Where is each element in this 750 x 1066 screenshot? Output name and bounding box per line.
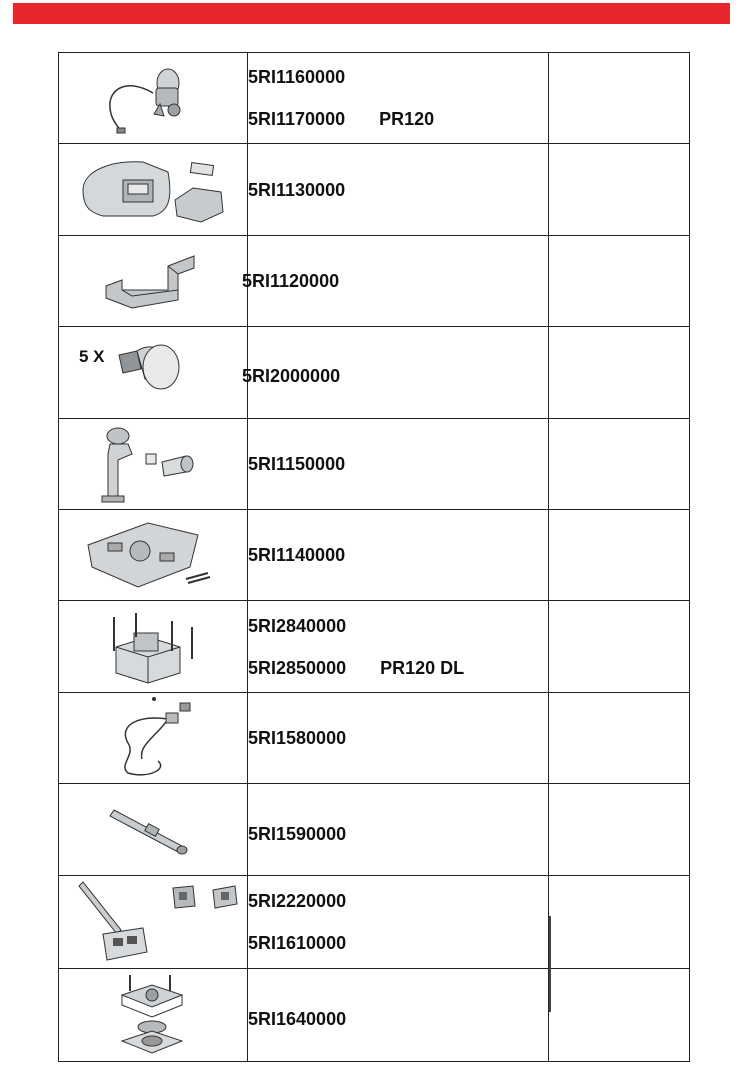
- blank-cell: [549, 510, 690, 601]
- model-label: PR120 DL: [380, 657, 465, 678]
- table-row: [59, 510, 690, 601]
- base-plate-icon: [78, 515, 228, 595]
- power-cable-icon: [98, 695, 208, 781]
- part-code-cell: [248, 693, 549, 784]
- quantity-label: 5 X: [79, 347, 105, 366]
- table-row: [59, 236, 690, 327]
- blank-cell: [549, 144, 690, 236]
- release-lever-icon: [63, 878, 243, 966]
- blank-cell: [549, 969, 690, 1062]
- model-label: PR120: [379, 109, 435, 129]
- table-row: [59, 876, 690, 969]
- bulb-lamp-icon: [109, 333, 219, 413]
- part-code-cell: [248, 876, 549, 969]
- blank-cell: [549, 236, 690, 327]
- part-code: 5RI1590000: [248, 823, 347, 844]
- parts-table: [58, 52, 690, 1062]
- part-image-cell: [59, 969, 248, 1062]
- part-code: 5RI1170000: [248, 109, 346, 129]
- part-code: 5RI2220000: [248, 891, 347, 911]
- blank-cell: [549, 419, 690, 510]
- part-image-cell: [59, 693, 248, 784]
- part-code: 5RI2000000: [242, 365, 341, 386]
- table-row: [59, 144, 690, 236]
- lamp-holder-bracket-icon: [88, 424, 218, 504]
- part-image-cell: [59, 53, 248, 144]
- blank-cell: [549, 784, 690, 876]
- part-image-cell: [59, 876, 248, 969]
- part-code: 5RI1610000: [248, 933, 347, 953]
- part-code: 5RI2850000: [248, 657, 347, 678]
- part-code: 5RI1140000: [248, 545, 346, 565]
- part-code: 5RI1580000: [248, 728, 347, 748]
- header-bar: [13, 3, 730, 24]
- gear-assembly-icon: [108, 971, 198, 1059]
- part-code: 5RI1160000: [248, 67, 346, 87]
- table-row: [59, 969, 690, 1062]
- table-row: [59, 784, 690, 876]
- blank-cell: [549, 876, 690, 969]
- blank-cell: [549, 327, 690, 419]
- table-row: [59, 693, 690, 784]
- table-row: [59, 419, 690, 510]
- part-code-cell: [248, 969, 549, 1062]
- transformer-icon: [98, 607, 208, 687]
- blank-cell: [549, 693, 690, 784]
- part-code-cell: [248, 419, 549, 510]
- blank-cell: [549, 53, 690, 144]
- part-code-cell: [248, 510, 549, 601]
- part-code-cell: [248, 144, 549, 236]
- part-code: 5RI2840000: [248, 615, 347, 636]
- part-image-cell: [59, 419, 248, 510]
- part-code-cell: [248, 53, 549, 144]
- part-code-cell: [248, 784, 549, 876]
- part-image-cell: [59, 510, 248, 601]
- part-image-cell: [59, 144, 248, 236]
- part-code: 5RI1150000: [248, 454, 346, 474]
- part-image-cell: [59, 236, 248, 327]
- part-image-cell: [59, 327, 248, 419]
- part-code-cell: [242, 327, 549, 419]
- gearmotor-with-cable-icon: [98, 58, 208, 138]
- part-code: 5RI1120000: [242, 271, 340, 291]
- table-row: [59, 601, 690, 693]
- part-code: 5RI1640000: [248, 1009, 347, 1029]
- part-code: 5RI1130000: [248, 179, 346, 200]
- blank-cell: [549, 601, 690, 693]
- housing-cover-icon: [73, 150, 233, 230]
- bracket-plate-icon: [98, 246, 208, 316]
- part-image-cell: [59, 601, 248, 693]
- shaft-rod-icon: [108, 800, 198, 860]
- table-row: [59, 53, 690, 144]
- table-row: [59, 327, 690, 419]
- part-image-cell: [59, 784, 248, 876]
- part-code-cell: [248, 601, 549, 693]
- divider-mark: [549, 916, 551, 1012]
- part-code-cell: [242, 236, 549, 327]
